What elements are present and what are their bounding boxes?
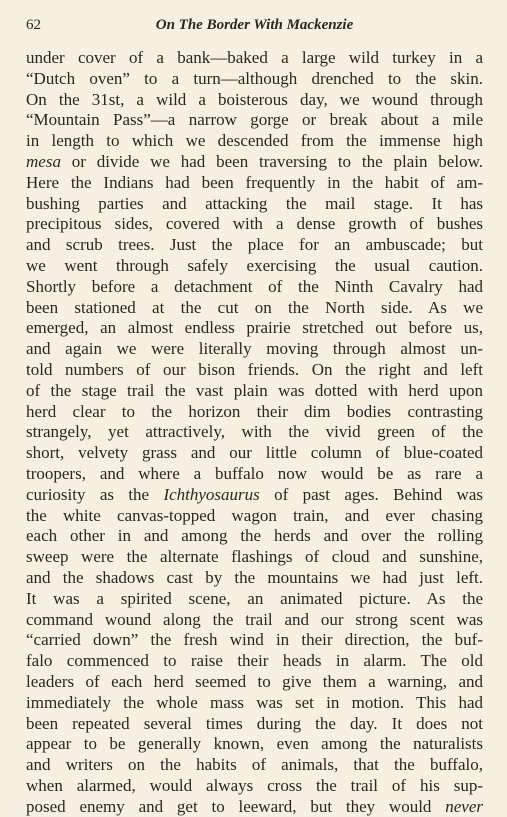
text-line [26, 506, 483, 527]
text-segment: of past ages. Behind was [259, 484, 483, 504]
text-line [26, 48, 483, 69]
body-text [26, 48, 483, 817]
text-segment: or divide we had been traversing to the plain below. [60, 151, 483, 171]
text-segment: appear to be generally known, even among the naturalists [26, 734, 483, 754]
text-segment: Shortly before a detachment of the Ninth Cavalry had [26, 276, 483, 296]
text-segment: and again we were literally moving through almost un- [26, 339, 483, 359]
text-segment: in length to which we descended from the immense high [26, 131, 483, 151]
text-segment: strangely, yet attractively, with the vivid green of the [26, 422, 483, 442]
text-line [26, 110, 483, 131]
text-segment: troopers, and where a buffalo now would be as rare a [26, 463, 483, 483]
text-segment: sweep were the alternate flashings of cloud and sunshine, [26, 547, 483, 567]
text-line [26, 402, 483, 423]
italic-text: Ichthyosaurus [163, 484, 260, 504]
text-line [26, 672, 483, 693]
text-line [26, 651, 483, 672]
text-segment: immediately the whole mass was set in motion. This had [26, 692, 483, 712]
text-line [26, 194, 483, 215]
text-segment: It was a spirited scene, an animated picture. As the [26, 588, 483, 608]
text-line [26, 90, 483, 111]
text-segment: precipitous sides, covered with a dense growth of bushes [26, 214, 483, 234]
text-line [26, 131, 483, 152]
text-line [26, 173, 483, 194]
text-segment: curiosity as the [26, 484, 164, 504]
text-segment: under cover of a bank—baked a large wild turkey in a [26, 48, 483, 67]
text-line [26, 610, 483, 631]
text-segment: emerged, an almost endless prairie stretched out before us, [26, 318, 483, 338]
text-line [26, 589, 483, 610]
running-title: On The Border With Mackenzie [155, 17, 354, 33]
text-segment: and scrub trees. Just the place for an ambuscade; but [26, 235, 483, 255]
text-segment: “Dutch oven” to a turn—although drenched to the skin. [26, 68, 483, 88]
text-line [26, 547, 483, 568]
text-segment: short, velvety grass and our little column of blue-coated [26, 443, 483, 463]
page-number: 62 [26, 17, 41, 33]
text-segment: posed enemy and get to leeward, but they would [26, 796, 446, 816]
text-line [26, 755, 483, 776]
text-line [26, 776, 483, 797]
text-line [26, 360, 483, 381]
text-line [26, 568, 483, 589]
text-line [26, 714, 483, 735]
text-line [26, 277, 483, 298]
text-segment: On the 31st, a wild a boisterous day, we wound through [26, 89, 483, 109]
text-segment: told numbers of our bison friends. On the right and left [26, 359, 483, 379]
text-line [26, 69, 483, 90]
italic-text: mesa [26, 151, 61, 171]
text-segment: and writers on the habits of animals, that the buffalo, [26, 755, 483, 775]
text-segment: each other in and among the herds and over the rolling [26, 526, 483, 546]
page-header [26, 14, 483, 36]
text-line [26, 235, 483, 256]
text-line [26, 443, 483, 464]
text-line [26, 693, 483, 714]
text-line [26, 734, 483, 755]
text-segment: when alarmed, would always cross the trail of his sup- [26, 775, 483, 795]
text-segment: “Mountain Pass”—a narrow gorge or break about a mile [26, 110, 483, 130]
text-line [26, 630, 483, 651]
text-segment: been stationed at the cut on the North side. As we [26, 297, 483, 317]
text-segment: “carried down” the fresh wind in their direction, the buf- [26, 630, 483, 650]
text-line [26, 797, 483, 817]
text-line [26, 464, 483, 485]
text-segment: and the shadows cast by the mountains we had just left. [26, 567, 483, 587]
text-segment: been repeated several times during the day. It does not [26, 713, 483, 733]
text-segment: Here the Indians had been frequently in the habit of am- [26, 172, 483, 192]
text-line [26, 318, 483, 339]
text-line [26, 485, 483, 506]
text-line [26, 298, 483, 319]
text-segment: the white canvas-topped wagon train, and ever chasing [26, 505, 483, 525]
text-segment: bushing parties and attacking the mail stage. It has [26, 193, 483, 213]
text-line [26, 152, 483, 173]
text-line [26, 256, 483, 277]
text-line [26, 422, 483, 443]
text-line [26, 214, 483, 235]
text-segment: command wound along the trail and our strong scent was [26, 609, 483, 629]
text-segment: of the stage trail the vast plain was dotted with herd upon [26, 380, 483, 400]
text-line [26, 339, 483, 360]
text-line [26, 526, 483, 547]
text-segment: herd clear to the horizon their dim bodies contrasting [26, 401, 483, 421]
text-segment: leaders of each herd seemed to give them a warning, and [26, 671, 483, 691]
italic-text: never [445, 796, 483, 816]
text-segment: we went through safely exercising the usual caution. [26, 255, 483, 275]
text-line [26, 381, 483, 402]
text-segment: falo commenced to raise their heads in alarm. The old [26, 651, 483, 671]
